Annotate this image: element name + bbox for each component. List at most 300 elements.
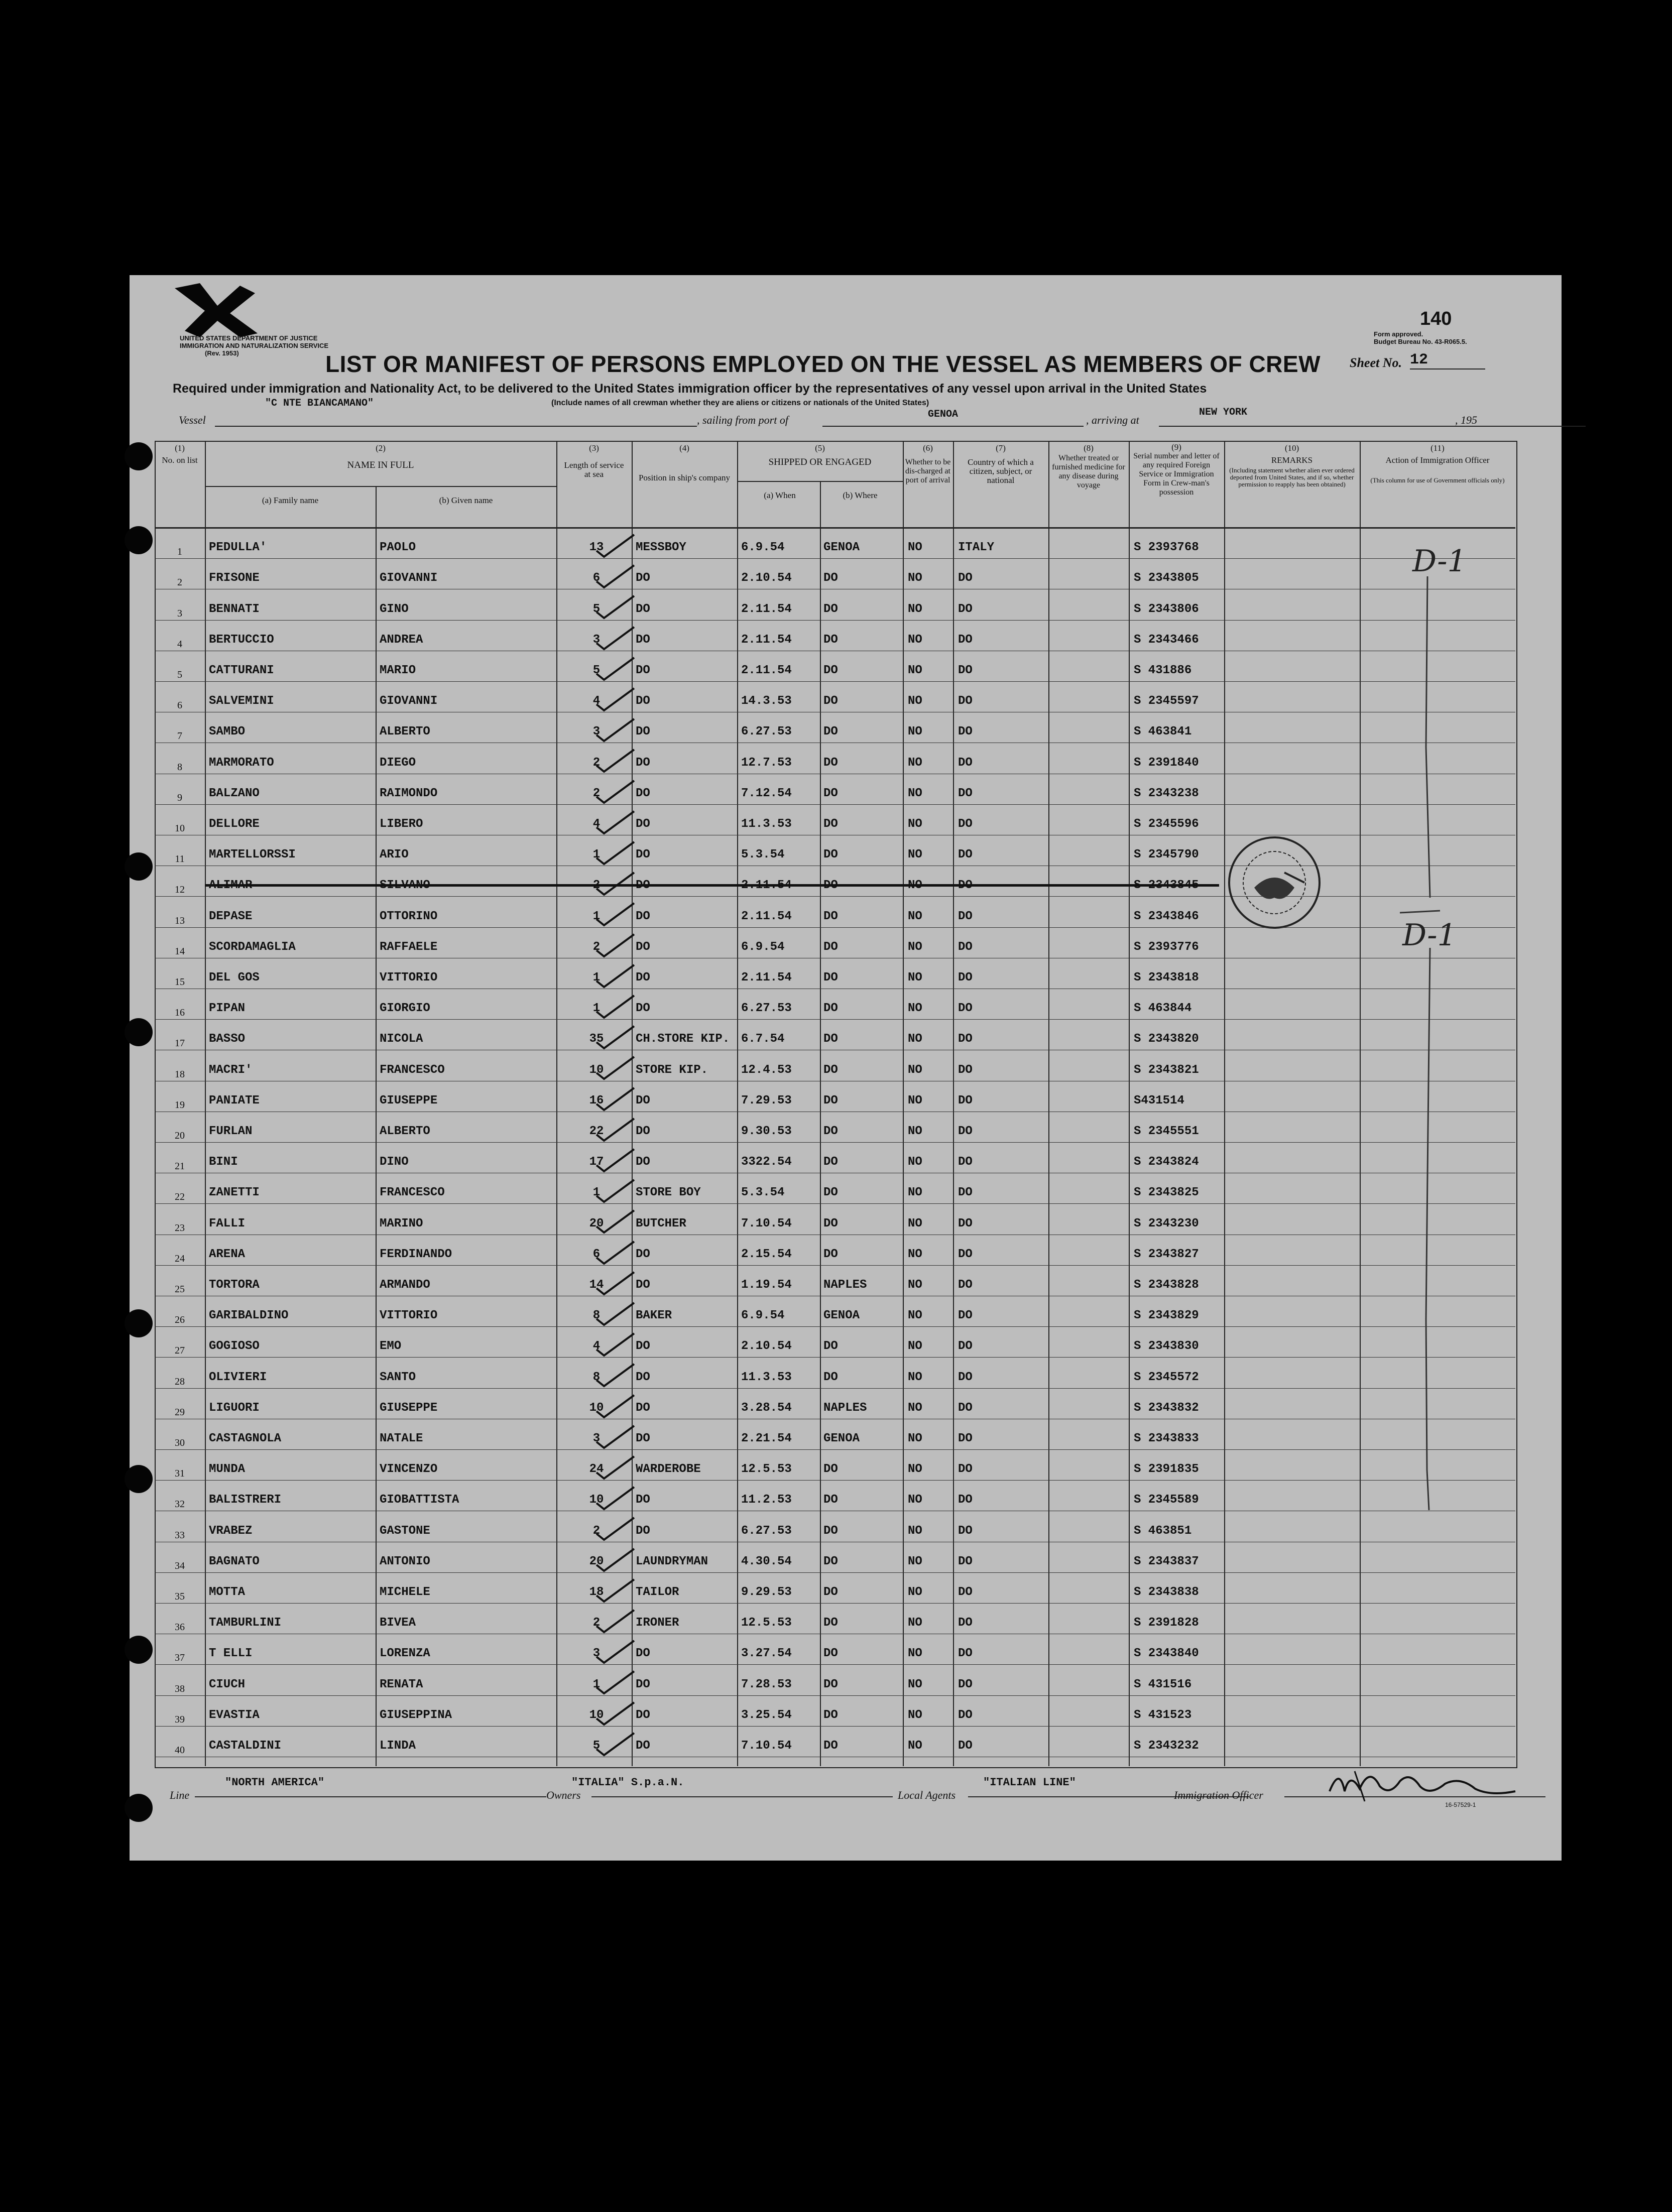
cell-service: 10 — [589, 1063, 604, 1077]
cell-discharge: NO — [908, 909, 922, 923]
cell-when: 6.9.54 — [741, 940, 785, 954]
line-underline — [195, 1796, 546, 1797]
cell-service: 35 — [589, 1032, 604, 1046]
cell-country: DO — [958, 1032, 973, 1046]
bracket-pen-marks — [1380, 566, 1480, 1570]
cell-serial: S 2343840 — [1134, 1647, 1199, 1661]
cell-when: 7.10.54 — [741, 1216, 792, 1231]
cell-discharge: NO — [908, 1431, 922, 1445]
cell-country: DO — [958, 1247, 973, 1261]
cell-when: 2.11.54 — [741, 663, 792, 677]
cell-serial: S 2393776 — [1134, 940, 1199, 954]
cell-serial: S 463851 — [1134, 1524, 1192, 1538]
cell-where: DO — [823, 1647, 838, 1661]
cell-family: VRABEZ — [209, 1524, 253, 1538]
table-row — [155, 1389, 1515, 1420]
cell-serial: S 2345551 — [1134, 1124, 1199, 1138]
cell-service: 3 — [592, 633, 601, 647]
col9-header: Serial number and letter of any required Foreign Service or Immigration Form in Crew-man's possession — [1133, 452, 1220, 497]
table-row — [155, 1573, 1515, 1604]
cell-where: DO — [823, 1493, 838, 1507]
cell-serial: S 2391840 — [1134, 756, 1199, 770]
cell-discharge: NO — [908, 1493, 922, 1507]
table-row — [155, 959, 1515, 990]
cell-where: DO — [823, 848, 838, 862]
row-number: 4 — [177, 638, 182, 650]
cell-discharge: NO — [908, 1524, 922, 1538]
punch-hole — [125, 1794, 153, 1822]
col11-number: (11) — [1430, 443, 1445, 453]
row-number: 39 — [175, 1713, 185, 1725]
cell-where: DO — [823, 1462, 838, 1477]
sailing-port: GENOA — [928, 409, 959, 420]
owners-underline — [591, 1796, 893, 1797]
cell-country: DO — [958, 1124, 973, 1138]
row-number: 30 — [175, 1437, 185, 1448]
cell-service: 1 — [592, 848, 601, 862]
cell-discharge: NO — [908, 633, 922, 647]
cell-given: OTTORINO — [380, 909, 438, 923]
cell-family: OLIVIERI — [209, 1370, 267, 1384]
punch-hole — [125, 526, 153, 554]
cell-when: 12.5.53 — [741, 1462, 792, 1477]
cell-service: 2 — [592, 1524, 601, 1538]
vessel-name: "C NTE BIANCAMANO" — [265, 398, 374, 409]
cell-country: DO — [958, 1493, 973, 1507]
cell-family: MUNDA — [209, 1462, 246, 1477]
cell-family: ZANETTI — [209, 1186, 260, 1200]
sailing-underline — [822, 426, 1084, 427]
col9-number: (9) — [1171, 442, 1181, 452]
cell-family: BENNATI — [209, 602, 260, 616]
cell-country: DO — [958, 1462, 973, 1477]
row-line — [155, 1726, 1515, 1727]
cell-discharge: NO — [908, 1339, 922, 1354]
cell-when: 12.5.53 — [741, 1616, 792, 1630]
check-mark-icon — [581, 1206, 642, 1237]
col5b-header: (b) Where — [843, 490, 878, 500]
cell-discharge: NO — [908, 1739, 922, 1753]
cell-serial: S 2343230 — [1134, 1216, 1199, 1231]
table-row — [155, 1543, 1515, 1573]
check-mark-icon — [581, 961, 642, 991]
cell-given: ARMANDO — [380, 1278, 430, 1292]
manifest-sheet — [130, 275, 1562, 1861]
cell-serial: S 463841 — [1134, 725, 1192, 739]
row-number: 21 — [175, 1161, 185, 1172]
cell-where: DO — [823, 909, 838, 923]
cell-discharge: NO — [908, 1677, 922, 1691]
owners-value: "ITALIA" S.p.a.N. — [571, 1776, 684, 1789]
check-mark-icon — [581, 654, 642, 684]
check-mark-icon — [581, 1084, 642, 1114]
table-row — [155, 1266, 1515, 1297]
cell-given: GIOVANNI — [380, 571, 438, 585]
table-row — [155, 1113, 1515, 1143]
cell-family: BINI — [209, 1155, 238, 1169]
cell-discharge: NO — [908, 571, 922, 585]
punch-hole — [125, 1309, 153, 1337]
cell-when: 4.30.54 — [741, 1554, 792, 1568]
cell-family: BASSO — [209, 1032, 246, 1046]
check-mark-icon — [581, 561, 642, 591]
cell-family: FALLI — [209, 1216, 246, 1231]
cell-given: NATALE — [380, 1431, 423, 1445]
cell-country: DO — [958, 1401, 973, 1415]
ink-blot-image — [170, 278, 265, 338]
line-value: "NORTH AMERICA" — [225, 1776, 325, 1789]
cell-service: 3 — [592, 725, 601, 739]
cell-serial: S 2343838 — [1134, 1585, 1199, 1599]
cell-discharge: NO — [908, 1708, 922, 1722]
cell-service: 8 — [592, 1309, 601, 1323]
check-mark-icon — [581, 1667, 642, 1697]
cell-position: DO — [636, 1708, 650, 1722]
cell-when: 6.9.54 — [741, 541, 785, 555]
cell-given: MARIO — [380, 663, 416, 677]
row-number: 19 — [175, 1099, 185, 1111]
cell-when: 3.27.54 — [741, 1647, 792, 1661]
cell-when: 2.11.54 — [741, 909, 792, 923]
cell-service: 1 — [592, 1186, 601, 1200]
punch-hole — [125, 442, 153, 470]
cell-serial: S 2343828 — [1134, 1278, 1199, 1292]
table-row — [155, 1696, 1515, 1727]
cell-serial: S 2343829 — [1134, 1309, 1199, 1323]
row-number: 20 — [175, 1130, 185, 1141]
col11-note: (This column for use of Government officials only) — [1370, 476, 1505, 484]
row-number: 24 — [175, 1253, 185, 1264]
row-line — [155, 681, 1515, 682]
cell-service: 5 — [592, 602, 601, 616]
row-number: 28 — [175, 1376, 185, 1387]
check-mark-icon — [581, 531, 642, 561]
cell-discharge: NO — [908, 1032, 922, 1046]
row-number: 22 — [175, 1191, 185, 1203]
check-mark-icon — [581, 1022, 642, 1052]
table-row — [155, 1174, 1515, 1204]
cell-country: DO — [958, 1708, 973, 1722]
include-note: (Include names of all crewman whether they are aliens or citizens or nationals of the United States) — [551, 399, 929, 407]
cell-serial: S 2343824 — [1134, 1155, 1199, 1169]
cell-position: DO — [636, 602, 650, 616]
row-line — [155, 804, 1515, 805]
cell-family: SAMBO — [209, 725, 246, 739]
cell-discharge: NO — [908, 940, 922, 954]
cell-service: 1 — [592, 909, 601, 923]
check-mark-icon — [581, 746, 642, 776]
check-mark-icon — [581, 1391, 642, 1421]
cell-serial: S 431516 — [1134, 1677, 1192, 1691]
agency-line1: UNITED STATES DEPARTMENT OF JUSTICE — [180, 334, 318, 342]
table-row — [155, 713, 1515, 744]
cell-where: DO — [823, 1554, 838, 1568]
cell-service: 2 — [592, 756, 601, 770]
cell-where: NAPLES — [823, 1278, 867, 1292]
cell-serial: S 2345572 — [1134, 1370, 1199, 1384]
cell-family: MARMORATO — [209, 756, 274, 770]
cell-discharge: NO — [908, 786, 922, 800]
table-row — [155, 1082, 1515, 1113]
check-mark-icon — [581, 1145, 642, 1175]
cell-country: DO — [958, 1309, 973, 1323]
line-label: Line — [170, 1789, 190, 1801]
cell-when: 7.29.53 — [741, 1093, 792, 1108]
row-number: 6 — [177, 700, 182, 711]
cell-when: 2.10.54 — [741, 571, 792, 585]
cell-where: DO — [823, 602, 838, 616]
cell-given: FRANCESCO — [380, 1186, 445, 1200]
row-number: 3 — [177, 607, 182, 619]
table-row — [155, 1143, 1515, 1174]
cell-position: DO — [636, 1339, 650, 1354]
col10-header: REMARKS — [1271, 455, 1313, 465]
col10-note: (Including statement whether alien ever ordered deported from United States, and if so, whether permission to reapply has been obtained) — [1229, 466, 1355, 488]
cell-service: 8 — [592, 1370, 601, 1384]
cell-country: DO — [958, 1524, 973, 1538]
cell-where: DO — [823, 970, 838, 985]
cell-discharge: NO — [908, 756, 922, 770]
cell-service: 14 — [589, 1278, 604, 1292]
row-number: 9 — [177, 792, 182, 803]
row-number: 1 — [177, 546, 182, 558]
row-number: 37 — [175, 1652, 185, 1664]
cell-where: DO — [823, 725, 838, 739]
cell-when: 6.9.54 — [741, 1309, 785, 1323]
row-line — [155, 1142, 1515, 1143]
cell-family: BAGNATO — [209, 1554, 260, 1568]
cell-country: ITALY — [958, 541, 995, 555]
strike-through-line — [205, 884, 1219, 887]
sheet-number: 12 — [1410, 351, 1485, 370]
cell-serial: S 2393768 — [1134, 541, 1199, 555]
cell-discharge: NO — [908, 1063, 922, 1077]
cell-position: DO — [636, 848, 650, 862]
check-mark-icon — [581, 1698, 642, 1729]
cell-family: GARIBALDINO — [209, 1309, 289, 1323]
cell-country: DO — [958, 1002, 973, 1016]
cell-discharge: NO — [908, 1247, 922, 1261]
col2a-header: (a) Family name — [262, 496, 319, 505]
cell-when: 12.7.53 — [741, 756, 792, 770]
local-agents-label: Local Agents — [898, 1789, 956, 1801]
cell-service: 18 — [589, 1585, 604, 1599]
cell-country: DO — [958, 940, 973, 954]
cell-given: SANTO — [380, 1370, 416, 1384]
row-line — [155, 1019, 1515, 1020]
cell-country: DO — [958, 1677, 973, 1691]
cell-when: 2.10.54 — [741, 1339, 792, 1354]
cell-position: DO — [636, 571, 650, 585]
cell-when: 9.30.53 — [741, 1124, 792, 1138]
cell-service: 4 — [592, 817, 601, 831]
cell-country: DO — [958, 1616, 973, 1630]
cell-given: FRANCESCO — [380, 1063, 445, 1077]
cell-when: 3.25.54 — [741, 1708, 792, 1722]
cell-serial: S 2343806 — [1134, 602, 1199, 616]
cell-serial: S 431523 — [1134, 1708, 1192, 1722]
cell-position: DO — [636, 940, 650, 954]
cell-given: GIUSEPPINA — [380, 1708, 452, 1722]
handwritten-d1-top: D-1 — [1412, 544, 1467, 579]
row-number: 23 — [175, 1222, 185, 1234]
row-number: 13 — [175, 915, 185, 926]
cell-position: BAKER — [636, 1309, 672, 1323]
cell-given: GIUSEPPE — [380, 1093, 438, 1108]
check-mark-icon — [581, 869, 642, 899]
cell-where: GENOA — [823, 1309, 860, 1323]
table-row — [155, 1420, 1515, 1450]
check-mark-icon — [581, 715, 642, 745]
cell-discharge: NO — [908, 1155, 922, 1169]
col11-header: Action of Immigration Officer — [1385, 455, 1490, 465]
cell-service: 17 — [589, 1155, 604, 1169]
print-code: 16-57529-1 — [1445, 1801, 1476, 1808]
cell-discharge: NO — [908, 694, 922, 708]
cell-given: GIOBATTISTA — [380, 1493, 459, 1507]
check-mark-icon — [581, 623, 642, 653]
col7-header: Country of which a citizen, subject, or national — [968, 457, 1034, 485]
owners-label: Owners — [546, 1789, 581, 1801]
check-mark-icon — [581, 1729, 642, 1759]
cell-serial: S 2343820 — [1134, 1032, 1199, 1046]
cell-when: 6.27.53 — [741, 725, 792, 739]
row-line — [155, 1572, 1515, 1573]
cell-given: LIBERO — [380, 817, 423, 831]
year-label: , 195 — [1455, 414, 1477, 426]
table-row — [155, 652, 1515, 682]
sailing-label: , sailing from port of — [697, 414, 788, 426]
cell-discharge: NO — [908, 1401, 922, 1415]
cell-discharge: NO — [908, 663, 922, 677]
cell-position: DO — [636, 1247, 650, 1261]
cell-when: 5.3.54 — [741, 1186, 785, 1200]
cell-serial: S 2343238 — [1134, 786, 1199, 800]
cell-position: DO — [636, 1370, 650, 1384]
cell-when: 7.10.54 — [741, 1739, 792, 1753]
cell-serial: S 2343837 — [1134, 1554, 1199, 1568]
cell-family: FURLAN — [209, 1124, 253, 1138]
page-stamp-number: 140 — [1420, 308, 1452, 329]
local-agents-value: "ITALIAN LINE" — [983, 1776, 1076, 1789]
cell-position: DO — [636, 756, 650, 770]
cell-service: 24 — [589, 1462, 604, 1477]
cell-country: DO — [958, 1554, 973, 1568]
cell-discharge: NO — [908, 848, 922, 862]
cell-discharge: NO — [908, 725, 922, 739]
cell-family: CASTALDINI — [209, 1739, 282, 1753]
cell-position: LAUNDRYMAN — [636, 1554, 708, 1568]
col5a-header: (a) When — [764, 490, 796, 500]
check-mark-icon — [581, 1268, 642, 1298]
cell-discharge: NO — [908, 602, 922, 616]
cell-service: 6 — [592, 1247, 601, 1261]
cell-given: PAOLO — [380, 541, 416, 555]
cell-country: DO — [958, 756, 973, 770]
cell-given: GIUSEPPE — [380, 1401, 438, 1415]
cell-position: DO — [636, 1493, 650, 1507]
cell-country: DO — [958, 694, 973, 708]
cell-discharge: NO — [908, 1002, 922, 1016]
table-row — [155, 1512, 1515, 1542]
cell-family: LIGUORI — [209, 1401, 260, 1415]
punch-hole — [125, 1465, 153, 1493]
cell-service: 20 — [589, 1554, 604, 1568]
table-row — [155, 805, 1515, 836]
check-mark-icon — [581, 1545, 642, 1575]
arriving-label: , arriving at — [1086, 414, 1139, 426]
check-mark-icon — [581, 838, 642, 868]
cell-position: DO — [636, 1278, 650, 1292]
cell-country: DO — [958, 633, 973, 647]
table-row — [155, 775, 1515, 805]
row-line — [155, 1664, 1515, 1665]
check-mark-icon — [581, 1053, 642, 1083]
check-mark-icon — [581, 592, 642, 622]
cell-when: 2.11.54 — [741, 970, 792, 985]
cell-position: DO — [636, 1524, 650, 1538]
table-row — [155, 682, 1515, 713]
cell-family: MARTELLORSSI — [209, 848, 296, 862]
cell-country: DO — [958, 1339, 973, 1354]
cell-serial: S 2345596 — [1134, 817, 1199, 831]
cell-where: DO — [823, 663, 838, 677]
agency-line2: IMMIGRATION AND NATURALIZATION SERVICE — [180, 342, 329, 349]
arriving-underline — [1159, 426, 1586, 427]
table-row — [155, 1450, 1515, 1481]
cell-where: DO — [823, 1339, 838, 1354]
cell-family: PEDULLA' — [209, 541, 267, 555]
table-row — [155, 559, 1515, 590]
cell-position: STORE KIP. — [636, 1063, 708, 1077]
row-number: 2 — [177, 577, 182, 588]
table-row — [155, 1665, 1515, 1696]
cell-when: 14.3.53 — [741, 694, 792, 708]
cell-where: NAPLES — [823, 1401, 867, 1415]
check-mark-icon — [581, 1115, 642, 1145]
arriving-port: NEW YORK — [1199, 407, 1248, 418]
cell-given: DIEGO — [380, 756, 416, 770]
cell-serial: S 463844 — [1134, 1002, 1192, 1016]
table-row — [155, 1051, 1515, 1081]
check-mark-icon — [581, 1176, 642, 1206]
cell-country: DO — [958, 1186, 973, 1200]
cell-serial: S 2345790 — [1134, 848, 1199, 862]
col6-header: Whether to be dis-charged at port of arrival — [905, 458, 951, 484]
cell-where: DO — [823, 1093, 838, 1108]
cell-given: RENATA — [380, 1677, 423, 1691]
cell-family: EVASTIA — [209, 1708, 260, 1722]
cell-where: DO — [823, 571, 838, 585]
cell-country: DO — [958, 1063, 973, 1077]
cell-discharge: NO — [908, 1370, 922, 1384]
cell-service: 2 — [592, 1616, 601, 1630]
cell-when: 12.4.53 — [741, 1063, 792, 1077]
row-line — [155, 1480, 1515, 1481]
cell-given: GASTONE — [380, 1524, 430, 1538]
row-line — [155, 1357, 1515, 1358]
cell-discharge: NO — [908, 1616, 922, 1630]
cell-position: DO — [636, 1002, 650, 1016]
document-subtitle: Required under immigration and Nationality Act, to be delivered to the United States immigration officer by the representatives of any vessel upon arrival in the United States — [173, 382, 1207, 396]
cell-position: IRONER — [636, 1616, 679, 1630]
table-row — [155, 990, 1515, 1020]
row-number: 17 — [175, 1038, 185, 1049]
grid-line — [205, 486, 556, 487]
cell-family: BERTUCCIO — [209, 633, 274, 647]
row-line — [155, 1449, 1515, 1450]
col3-header: Length of service at sea — [564, 460, 624, 479]
